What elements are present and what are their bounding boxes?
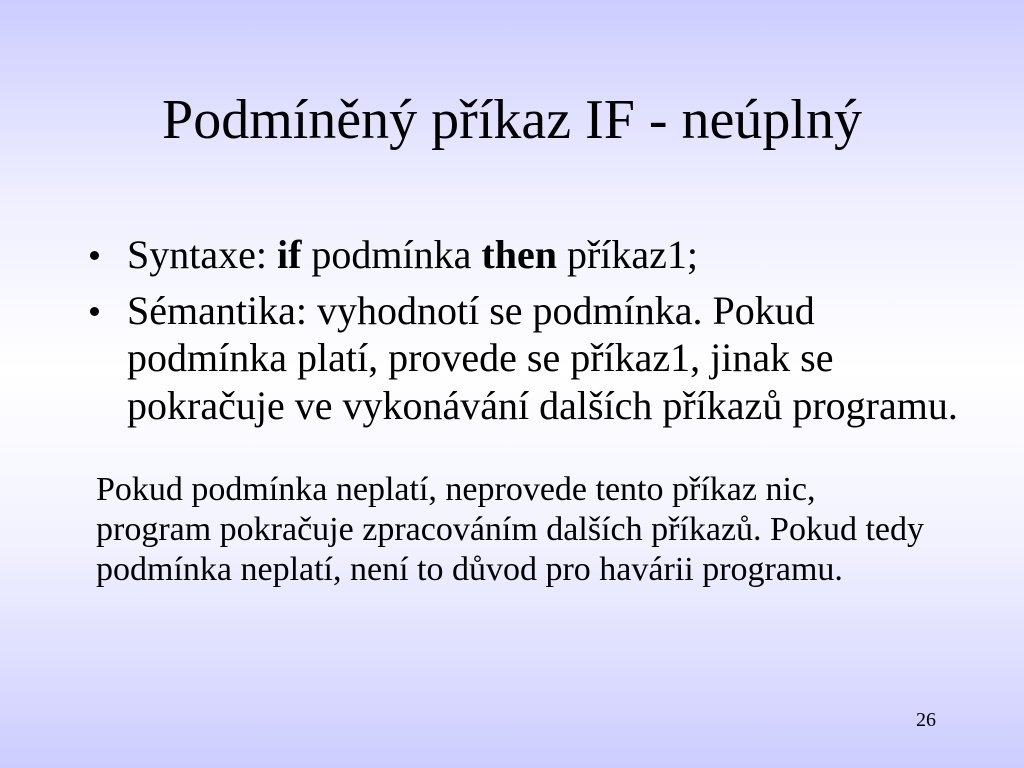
bullet-marker	[90, 251, 99, 260]
bullet-semantics	[127, 287, 987, 430]
bullet-line: pokračuje ve vykonávání dalších příkazů programu.	[127, 382, 958, 428]
bullet-line: Sémantika: vyhodnotí se podmínka. Pokud	[127, 287, 815, 333]
bullet-line	[127, 231, 987, 279]
bullet-marker	[90, 307, 99, 316]
bullet-line: podmínka platí, provede se příkaz1, jinak se	[127, 335, 834, 380]
page-number: 26	[916, 709, 936, 731]
keyword-then: then	[481, 232, 557, 277]
syntax-label: Syntaxe:	[127, 232, 267, 277]
slide-title: Podmíněný příkaz IF - neúplný	[162, 89, 862, 151]
syntax-statement: příkaz1;	[566, 232, 699, 277]
note-line: Pokud podmínka neplatí, neprovede tento příkaz nic,	[96, 471, 816, 508]
note-line: program pokračuje zpracováním dalších příkazů. Pokud tedy	[96, 511, 925, 548]
syntax-condition: podmínka	[311, 232, 472, 277]
bullet-syntax	[127, 231, 987, 279]
note-line: podmínka neplatí, není to důvod pro havárii programu.	[96, 551, 843, 588]
bullet-list	[127, 231, 987, 429]
keyword-if: if	[276, 232, 302, 277]
note-paragraph	[96, 470, 976, 590]
